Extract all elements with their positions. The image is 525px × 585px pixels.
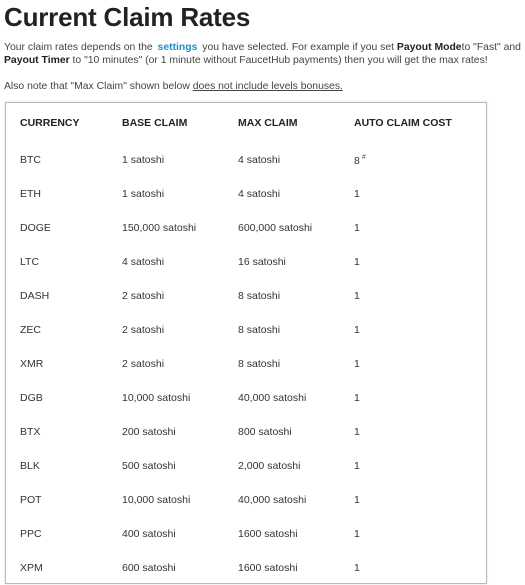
base-claim-cell-value: 2 satoshi — [122, 324, 165, 336]
claim-rates-table-container — [5, 102, 487, 584]
table-header-row — [6, 103, 486, 143]
base-claim-cell — [122, 517, 238, 551]
max-claim-cell-value: 4 satoshi — [238, 154, 281, 166]
max-claim-cell — [238, 143, 354, 177]
auto-claim-cost-cell-value: 1 — [354, 290, 360, 302]
intro-text-2: you have selected. For example if you set — [202, 42, 395, 53]
auto-claim-cost-cell-value: 1 — [354, 562, 360, 574]
table-row — [6, 415, 486, 449]
auto-claim-cost-cell — [354, 177, 486, 211]
currency-cell-value: BTX — [20, 426, 41, 438]
auto-claim-cost-cell-value: 1 — [354, 256, 360, 268]
intro-text-1: Your claim rates depends on the — [4, 42, 153, 53]
base-claim-cell — [122, 449, 238, 483]
currency-cell-value: XMR — [20, 358, 44, 370]
base-claim-cell-value: 400 satoshi — [122, 528, 176, 540]
currency-cell — [6, 517, 122, 551]
note-paragraph — [4, 80, 522, 93]
base-claim-cell — [122, 245, 238, 279]
max-claim-cell — [238, 245, 354, 279]
table-row — [6, 279, 486, 313]
payout-mode-label: Payout Mode — [396, 42, 462, 53]
table-row — [6, 245, 486, 279]
max-claim-cell-value: 40,000 satoshi — [238, 392, 307, 404]
currency-cell — [6, 415, 122, 449]
header-base-claim: BASE CLAIM — [122, 117, 188, 129]
base-claim-cell — [122, 347, 238, 381]
max-claim-cell-value: 8 satoshi — [238, 358, 281, 370]
base-claim-cell — [122, 551, 238, 585]
max-claim-cell — [238, 313, 354, 347]
intro-text-4: to "10 minutes" (or 1 minute without FaucetHub payments) then you will get the max rates! — [72, 55, 488, 66]
header-max-claim: MAX CLAIM — [238, 117, 298, 129]
base-claim-cell — [122, 143, 238, 177]
table-row — [6, 313, 486, 347]
max-claim-cell — [238, 415, 354, 449]
base-claim-cell — [122, 381, 238, 415]
currency-cell-value: XPM — [20, 562, 43, 574]
auto-claim-cost-cell — [354, 245, 486, 279]
auto-claim-cost-cell — [354, 211, 486, 245]
currency-cell — [6, 483, 122, 517]
table-row — [6, 211, 486, 245]
auto-claim-cost-cell — [354, 347, 486, 381]
auto-claim-cost-cell — [354, 483, 486, 517]
intro-paragraph — [4, 41, 522, 67]
max-claim-cell-value: 600,000 satoshi — [238, 222, 313, 234]
currency-cell-value: DASH — [20, 290, 50, 302]
currency-cell — [6, 551, 122, 585]
currency-cell-value: LTC — [20, 256, 40, 268]
base-claim-cell — [122, 313, 238, 347]
base-claim-cell — [122, 279, 238, 313]
table-row — [6, 177, 486, 211]
max-claim-cell-value: 800 satoshi — [238, 426, 292, 438]
max-claim-cell-value: 1600 satoshi — [238, 528, 298, 540]
table-row — [6, 449, 486, 483]
note-text: Also note that "Max Claim" shown below — [4, 81, 190, 92]
currency-cell-value: DOGE — [20, 222, 51, 234]
currency-cell — [6, 177, 122, 211]
auto-claim-cost-cell — [354, 415, 486, 449]
auto-claim-cost-cell-value: 1 — [354, 392, 360, 404]
table-row — [6, 143, 486, 177]
footnote-marker: # — [361, 153, 366, 161]
max-claim-cell-value: 8 satoshi — [238, 324, 281, 336]
currency-cell — [6, 313, 122, 347]
base-claim-cell-value: 200 satoshi — [122, 426, 176, 438]
base-claim-cell — [122, 211, 238, 245]
auto-claim-cost-cell — [354, 551, 486, 585]
max-claim-cell — [238, 211, 354, 245]
currency-cell — [6, 449, 122, 483]
currency-cell-value: POT — [20, 494, 42, 506]
header-auto-claim-cost: AUTO CLAIM COST — [354, 117, 452, 129]
base-claim-cell-value: 10,000 satoshi — [122, 392, 191, 404]
auto-claim-cost-cell-value: 1 — [354, 460, 360, 472]
auto-claim-cost-cell-value: 1 — [354, 358, 360, 370]
base-claim-cell-value: 2 satoshi — [122, 290, 165, 302]
auto-claim-cost-cell-value: 1 — [354, 188, 360, 200]
note-underlined-text: does not include levels bonuses. — [192, 81, 343, 92]
auto-claim-cost-cell — [354, 381, 486, 415]
base-claim-cell-value: 10,000 satoshi — [122, 494, 191, 506]
base-claim-cell — [122, 177, 238, 211]
table-row — [6, 551, 486, 585]
max-claim-cell — [238, 551, 354, 585]
max-claim-cell — [238, 517, 354, 551]
base-claim-cell-value: 150,000 satoshi — [122, 222, 197, 234]
currency-cell — [6, 143, 122, 177]
currency-cell-value: DGB — [20, 392, 43, 404]
settings-link[interactable]: settings — [157, 42, 198, 53]
intro-text-3: to "Fast" and — [461, 42, 521, 53]
page-title: Current Claim Rates — [4, 2, 251, 32]
base-claim-cell-value: 4 satoshi — [122, 256, 165, 268]
auto-claim-cost-cell-value: 1 — [354, 494, 360, 506]
max-claim-cell-value: 8 satoshi — [238, 290, 281, 302]
auto-claim-cost-cell — [354, 449, 486, 483]
currency-cell-value: BLK — [20, 460, 40, 472]
currency-cell — [6, 347, 122, 381]
auto-claim-cost-cell-value: 1 — [354, 426, 360, 438]
max-claim-cell — [238, 347, 354, 381]
currency-cell — [6, 279, 122, 313]
max-claim-cell — [238, 279, 354, 313]
currency-cell — [6, 245, 122, 279]
table-row — [6, 347, 486, 381]
auto-claim-cost-cell-value: 1 — [354, 528, 360, 540]
payout-timer-label: Payout Timer — [4, 55, 70, 66]
currency-cell-value: PPC — [20, 528, 42, 540]
intro-text — [4, 41, 522, 93]
max-claim-cell — [238, 449, 354, 483]
auto-claim-cost-cell-value: 1 — [354, 222, 360, 234]
base-claim-cell-value: 600 satoshi — [122, 562, 176, 574]
currency-cell-value: ZEC — [20, 324, 41, 336]
currency-cell-value: ETH — [20, 188, 41, 200]
max-claim-cell-value: 40,000 satoshi — [238, 494, 307, 506]
max-claim-cell-value: 2,000 satoshi — [238, 460, 301, 472]
header-currency: CURRENCY — [20, 117, 80, 129]
table-row — [6, 381, 486, 415]
currency-cell — [6, 211, 122, 245]
table-row — [6, 517, 486, 551]
base-claim-cell-value: 500 satoshi — [122, 460, 176, 472]
table-row — [6, 483, 486, 517]
base-claim-cell-value: 2 satoshi — [122, 358, 165, 370]
max-claim-cell — [238, 381, 354, 415]
base-claim-cell-value: 1 satoshi — [122, 188, 165, 200]
claim-rates-table — [6, 103, 486, 585]
max-claim-cell — [238, 177, 354, 211]
auto-claim-cost-cell — [354, 279, 486, 313]
max-claim-cell-value: 16 satoshi — [238, 256, 286, 268]
auto-claim-cost-cell-value: 1 — [354, 324, 360, 336]
base-claim-cell — [122, 483, 238, 517]
auto-claim-cost-cell — [354, 143, 486, 177]
currency-cell-value: BTC — [20, 154, 41, 166]
auto-claim-cost-cell — [354, 517, 486, 551]
currency-cell — [6, 381, 122, 415]
base-claim-cell-value: 1 satoshi — [122, 154, 165, 166]
auto-claim-cost-cell-value: 8 — [354, 154, 360, 167]
base-claim-cell — [122, 415, 238, 449]
max-claim-cell — [238, 483, 354, 517]
auto-claim-cost-cell — [354, 313, 486, 347]
max-claim-cell-value: 1600 satoshi — [238, 562, 298, 574]
max-claim-cell-value: 4 satoshi — [238, 188, 281, 200]
